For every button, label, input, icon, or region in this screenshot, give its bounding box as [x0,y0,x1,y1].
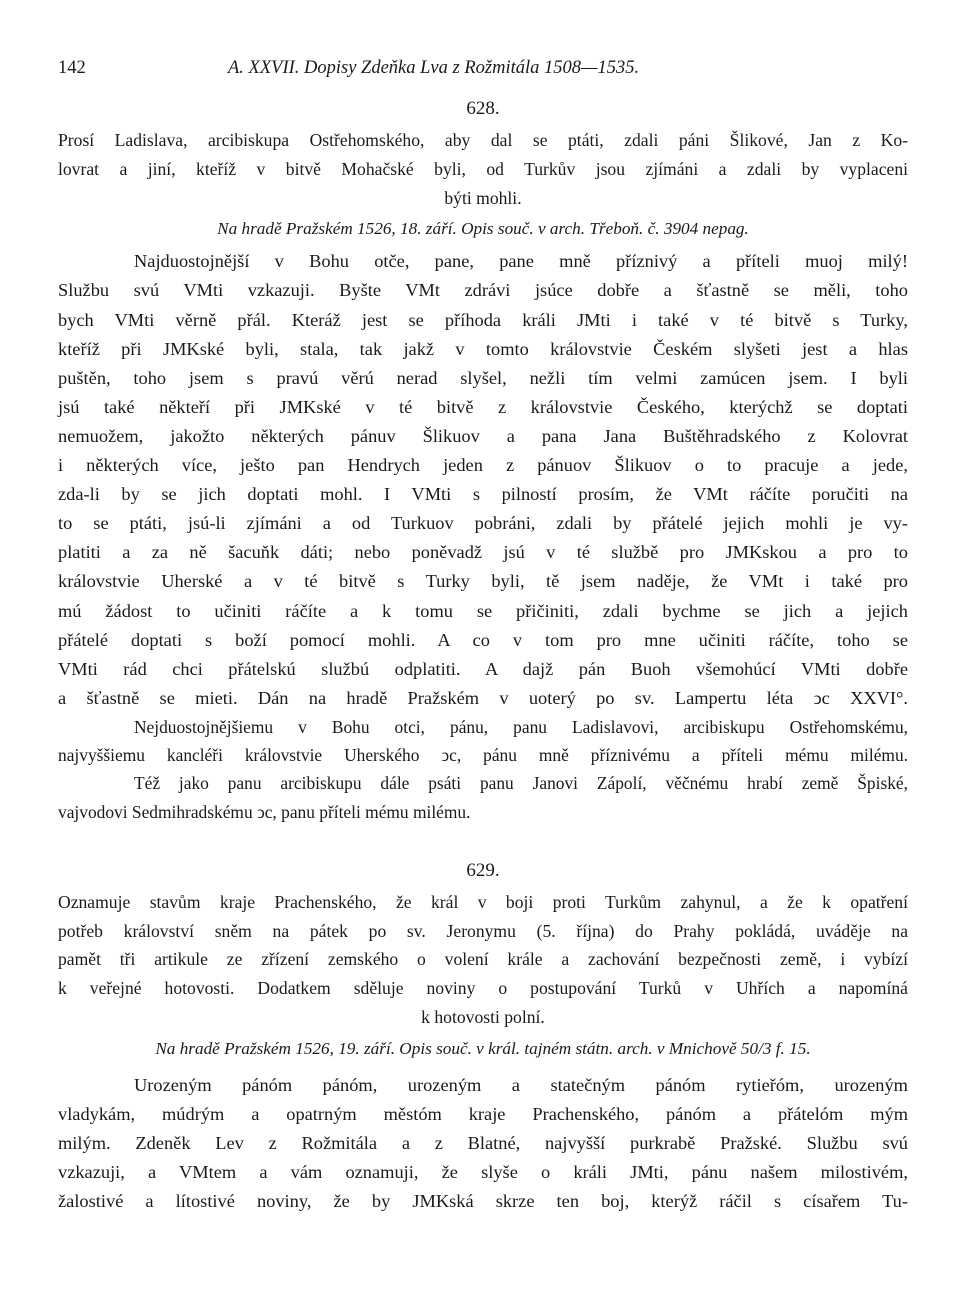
letter-line: Urozeným pánóm pánóm, urozeným a statečným pánóm rytieřóm, urozeným [134,1074,908,1095]
address-line: Též jako panu arcibiskupu dále psáti panu Janovi Zápolí, věčnému hrabí země Špiské, [134,773,908,794]
entry-summary [58,888,908,1032]
address-line: Nejduostojnějšiemu v Bohu otci, pánu, panu Ladislavovi, arcibiskupu Ostřehomskému, [134,716,908,737]
summary-line: Oznamuje stavům kraje Prachenského, že král v boji proti Turkům zahynul, a že k opatření [58,891,908,912]
letter-line: nemuožem, jakožto některých pánuv Šlikuov a pana Jana Buštěhradského z Kolovrat [58,425,908,446]
letter-line: zda-li by se jich doptati mohl. I VMti s pilností prosím, že VMt ráčíte poručiti na [58,484,908,505]
entry-629 [58,860,908,1216]
letter-line: žalostivé a lítostivé noviny, že by JMKská skrze ten boj, kterýž ráčil s císařem Tu- [58,1191,908,1212]
letter-line: mú žádost to učiniti ráčíte a k tomu se přičiniti, zdali bychme se jich a jejich [58,600,908,621]
letter-line: jsú také někteří při JMKské v té bitvě z královstvie Českého, kterýchž se doptati [58,396,908,417]
letter-line: kteříž při JMKské byli, stala, tak jakž v tomto královstvie Českém slyšeti jest a hlas [58,338,908,359]
letter-line: Službu svú VMti vzkazuji. Byšte VMt zdrávi jsúce dobře a šťastně se měli, toho [58,280,908,301]
letter-line: a šťastně se mieti. Dán na hradě Pražském v uoterý po sv. Lampertu léta ͻc XXVI°. [58,687,908,708]
letter-line: VMti rád chci přátelskú službú odplatiti. A dajž pán Buoh všemohúcí VMti dobře [58,658,908,679]
address-line: vajvodovi Sedmihradskému ͻc, panu příteli mému milému. [58,801,471,822]
page-header [58,48,908,88]
source-citation: Na hradě Pražském 1526, 19. září. Opis souč. v král. tajném státn. arch. v Mnichově 50/3 f. 15. [155,1038,811,1058]
entry-number: 628. [466,98,500,119]
letter-body [58,247,908,713]
letter-line: vladykám, múdrým a opatrným městóm kraje Prachenského, pánóm a přátelóm mým [58,1103,908,1124]
letter-line: bych VMti věrně přál. Kteráž jest se příhoda králi JMti i také v té bitvě s Turky, [58,309,908,330]
book-page [58,48,908,1216]
letter-line: Najduostojnější v Bohu otče, pane, pane mně příznivý a příteli muoj milý! [134,251,908,272]
letter-line: platiti a za ně šacuňk dáti; nebo poněvadž jsú v té službě pro JMKskou a pro to [58,542,908,563]
summary-line: lovrat a jiní, kteříž v bitvě Mohačské byli, od Turkův jsou zjímáni a zdali by vyplaceni [58,158,908,179]
summary-line: pamět tři artikule ze zřízení zemského o volení krále a zachování bezpečnosti země, i vybízí [58,949,908,970]
letter-line: i některých více, ješto pan Hendrych jeden z pánuov Šlikuov o to pracuje a jede, [58,455,908,476]
address-line: najvyššiemu kancléři královstvie Uherského ͻc, pánu mně příznivému a příteli mému milému. [58,745,908,766]
entry-separator [58,826,908,850]
summary-line: býti mohli. [444,187,522,208]
summary-line: k hotovosti polní. [421,1006,545,1027]
entry-628 [58,98,908,826]
summary-line: potřeb království sněm na pátek po sv. Jeronymu (5. října) do Prahy pokládá, uváděje na [58,920,908,941]
letter-line: to se ptáti, jsú-li zjímáni a od Turkuov pobráni, zdali by přátelé jejich mohli je vy- [58,513,908,534]
page-number: 142 [58,58,86,78]
letter-body [58,1071,908,1216]
running-title: A. XXVII. Dopisy Zdeňka Lva z Rožmitála 1508—1535. [228,58,640,78]
summary-line: Prosí Ladislava, arcibiskupa Ostřehomského, aby dal se ptáti, zdali páni Šlikové, Jan z Ko- [58,130,908,150]
source-citation: Na hradě Pražském 1526, 18. září. Opis souč. v arch. Třeboň. č. 3904 nepag. [217,219,749,239]
letter-line: milým. Zdeněk Lev z Rožmitála a z Blatné, najvyšší purkrabě Pražské. Službu svú [58,1132,908,1153]
entry-summary [58,126,908,212]
letter-line: puštěn, toho jsem s pravú věrú nerad slyšel, nežli tím velmi zamúcen jsem. I byli [58,367,908,388]
summary-line: k veřejné hotovosti. Dodatkem sděluje noviny o postupování Turků v Uhřích a napomíná [58,978,908,999]
letter-line: vzkazuji, a VMtem a vám oznamuji, že slyše o králi JMti, pánu našem milostivém, [58,1161,908,1182]
address-block [58,713,908,826]
letter-line: královstvie Uherské a v té bitvě s Turky byli, tě jsem naděje, že VMt i také pro [58,571,908,592]
entry-number: 629. [466,859,500,881]
letter-line: přátelé doptati s boží pomocí mohli. A co v tom pro mne učiniti ráčíte, toho se [58,629,908,650]
